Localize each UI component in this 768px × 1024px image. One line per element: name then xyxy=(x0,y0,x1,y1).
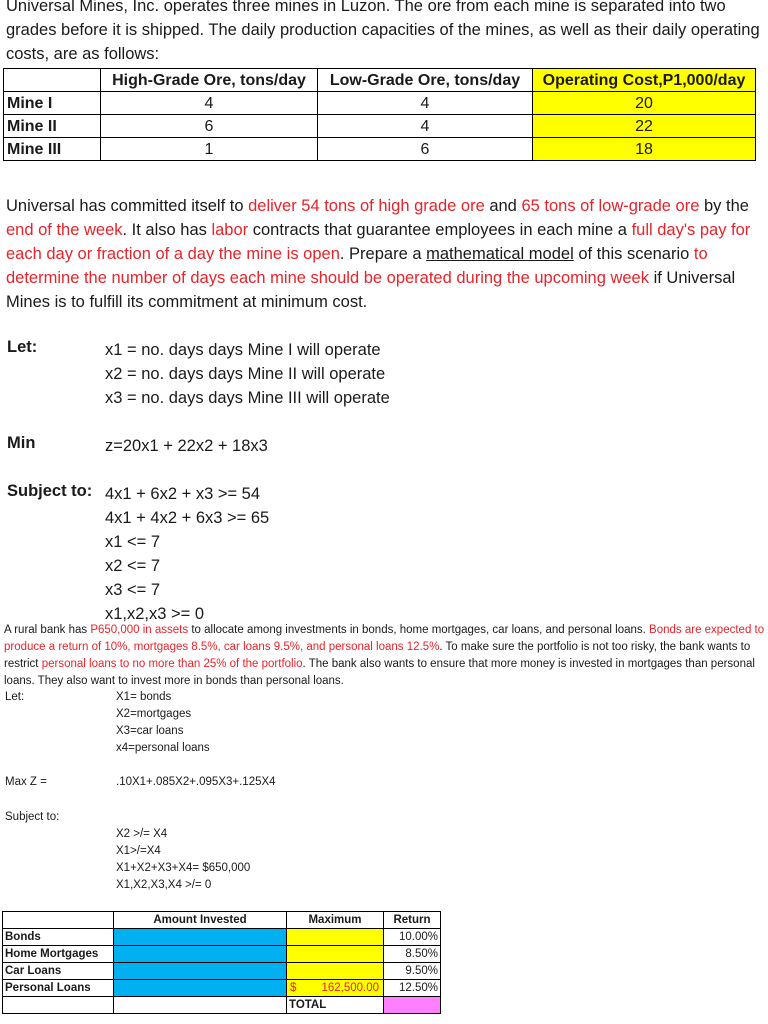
text-run: . Prepare a xyxy=(339,245,427,263)
total-cell[interactable] xyxy=(384,997,441,1014)
amount-invested-cell[interactable] xyxy=(114,963,287,980)
empty-cell[interactable] xyxy=(114,997,287,1014)
max-label: Max Z = xyxy=(5,776,47,788)
constraint: x3 <= 7 xyxy=(105,581,161,599)
underlined-text: mathematical model xyxy=(426,245,574,263)
text-run: Universal has committed itself to xyxy=(6,197,249,215)
text-run: and xyxy=(484,197,522,215)
text-run: of this scenario xyxy=(573,245,694,263)
return-cell[interactable]: 9.50% xyxy=(384,963,441,980)
constraint: X1,X2,X3,X4 >/= 0 xyxy=(116,879,212,891)
constraint: 4x1 + 6x2 + x3 >= 54 xyxy=(105,485,261,503)
row-label[interactable]: Mine I xyxy=(4,92,101,115)
highlight-text: full day's pay for each day or fraction of a day the mine is open xyxy=(6,221,751,263)
maximum-cell[interactable] xyxy=(287,929,384,946)
high-grade-cell[interactable]: 1 xyxy=(101,138,318,161)
text-run: if Universal Mines is to fulfill its commitment at minimum cost. xyxy=(6,269,736,311)
constraint-list xyxy=(116,826,250,894)
maximum-cell[interactable] xyxy=(287,980,384,997)
table-row xyxy=(3,980,441,997)
total-label[interactable]: TOTAL xyxy=(287,997,384,1014)
text-run: to allocate among investments in bonds, home mortgages, car loans, and personal loans. xyxy=(188,624,650,636)
intro-paragraph: Universal Mines, Inc. operates three mines in Luzon. The ore from each mine is separated into two grades before it is shipped. The daily production capacities of the mines, as well as their daily operating costs, are as follows: xyxy=(6,0,760,63)
highlight-text: 65 tons of low-grade ore xyxy=(521,197,700,215)
objective-function: .10X1+.085X2+.095X3+.125X4 xyxy=(116,776,276,788)
highlight-text: Bonds are expected to produce a return of 10%, mortgages 8.5%, car loans 9.5%, and personal loans 12.5% xyxy=(4,624,765,653)
table-row xyxy=(3,929,441,946)
low-grade-cell[interactable]: 4 xyxy=(318,92,533,115)
maximum-cell[interactable] xyxy=(287,963,384,980)
currency-symbol: $ xyxy=(290,982,297,994)
cost-cell[interactable]: 20 xyxy=(533,92,756,115)
variable-def: x1 = no. days days Mine I will operate xyxy=(105,341,381,359)
table-row xyxy=(4,115,756,138)
header-low-grade[interactable]: Low-Grade Ore, tons/day xyxy=(318,69,533,92)
let-label: Let: xyxy=(7,338,38,356)
high-grade-cell[interactable]: 4 xyxy=(101,92,318,115)
variable-def: x4=personal loans xyxy=(116,742,210,754)
header-return[interactable]: Return xyxy=(384,912,441,929)
table-total-row xyxy=(3,997,441,1014)
mines-table xyxy=(3,68,756,161)
table-row xyxy=(3,963,441,980)
header-maximum[interactable]: Maximum xyxy=(287,912,384,929)
constraint-list xyxy=(105,482,269,626)
subject-to-label: Subject to: xyxy=(7,482,93,500)
variable-def: X2=mortgages xyxy=(116,708,192,720)
text-run: A rural bank has xyxy=(4,624,91,636)
variable-def: x2 = no. days days Mine II will operate xyxy=(105,365,386,383)
objective-function: z=20x1 + 22x2 + 18x3 xyxy=(105,437,268,455)
variable-definitions xyxy=(105,338,390,410)
table-row xyxy=(4,138,756,161)
variable-def: x3 = no. days days Mine III will operate xyxy=(105,389,390,407)
amount-invested-cell[interactable] xyxy=(114,929,287,946)
variable-definitions xyxy=(116,689,210,757)
variable-def: X1= bonds xyxy=(116,691,172,703)
low-grade-cell[interactable]: 4 xyxy=(318,115,533,138)
header-corner-cell[interactable] xyxy=(3,912,114,929)
highlight-text: to determine the number of days each mine should be operated during the upcoming week xyxy=(6,245,708,287)
constraint: X1+X2+X3+X4= $650,000 xyxy=(116,862,251,874)
min-label: Min xyxy=(7,434,36,452)
text-run: . To make sure the portfolio is not too risky, the bank wants to restrict xyxy=(4,641,751,670)
row-label[interactable]: Home Mortgages xyxy=(3,946,114,963)
low-grade-cell[interactable]: 6 xyxy=(318,138,533,161)
maximum-value: 162,500.00 xyxy=(321,982,379,994)
cost-cell[interactable]: 22 xyxy=(533,115,756,138)
maximum-cell[interactable] xyxy=(287,946,384,963)
table-header-row xyxy=(4,69,756,92)
empty-cell[interactable] xyxy=(3,997,114,1014)
highlight-text: P650,000 in assets xyxy=(90,624,189,636)
constraint: x1 <= 7 xyxy=(105,533,161,551)
amount-invested-cell[interactable] xyxy=(114,946,287,963)
problem1-paragraph xyxy=(6,194,764,314)
header-operating-cost[interactable]: Operating Cost,P1,000/day xyxy=(533,69,756,92)
constraint: X1>/=X4 xyxy=(116,845,161,857)
row-label[interactable]: Mine II xyxy=(4,115,101,138)
text-run: . The bank also wants to ensure that more money is invested in mortgages than personal loans. They also want to invest more in bonds than personal loans. xyxy=(4,658,755,687)
text-run: . It also has xyxy=(122,221,212,239)
header-corner-cell[interactable] xyxy=(4,69,101,92)
amount-invested-cell[interactable] xyxy=(114,980,287,997)
highlight-text: personal loans to no more than 25% of the portfolio xyxy=(41,658,303,670)
text-run: by the xyxy=(699,197,749,215)
return-cell[interactable]: 12.50% xyxy=(384,980,441,997)
highlight-text: deliver 54 tons of high grade ore xyxy=(248,197,485,215)
header-high-grade[interactable]: High-Grade Ore, tons/day xyxy=(101,69,318,92)
table-header-row xyxy=(3,912,441,929)
high-grade-cell[interactable]: 6 xyxy=(101,115,318,138)
row-label[interactable]: Personal Loans xyxy=(3,980,114,997)
highlight-text: end of the week xyxy=(6,221,123,239)
constraint: 4x1 + 4x2 + 6x3 >= 65 xyxy=(105,509,270,527)
cost-cell[interactable]: 18 xyxy=(533,138,756,161)
header-amount-invested[interactable]: Amount Invested xyxy=(114,912,287,929)
row-label[interactable]: Mine III xyxy=(4,138,101,161)
return-cell[interactable]: 8.50% xyxy=(384,946,441,963)
return-cell[interactable]: 10.00% xyxy=(384,929,441,946)
constraint: x2 <= 7 xyxy=(105,557,161,575)
constraint: x1,x2,x3 >= 0 xyxy=(105,605,205,623)
row-label[interactable]: Bonds xyxy=(3,929,114,946)
variable-def: X3=car loans xyxy=(116,725,184,737)
highlight-text: labor xyxy=(211,221,249,239)
text-run: contracts that guarantee employees in each mine a xyxy=(248,221,632,239)
constraint: X2 >/= X4 xyxy=(116,828,168,840)
subject-to-label: Subject to: xyxy=(5,811,60,823)
investment-table xyxy=(2,911,441,1014)
row-label[interactable]: Car Loans xyxy=(3,963,114,980)
table-row xyxy=(3,946,441,963)
let-label: Let: xyxy=(5,691,25,703)
problem2-paragraph xyxy=(4,622,768,690)
table-row xyxy=(4,92,756,115)
